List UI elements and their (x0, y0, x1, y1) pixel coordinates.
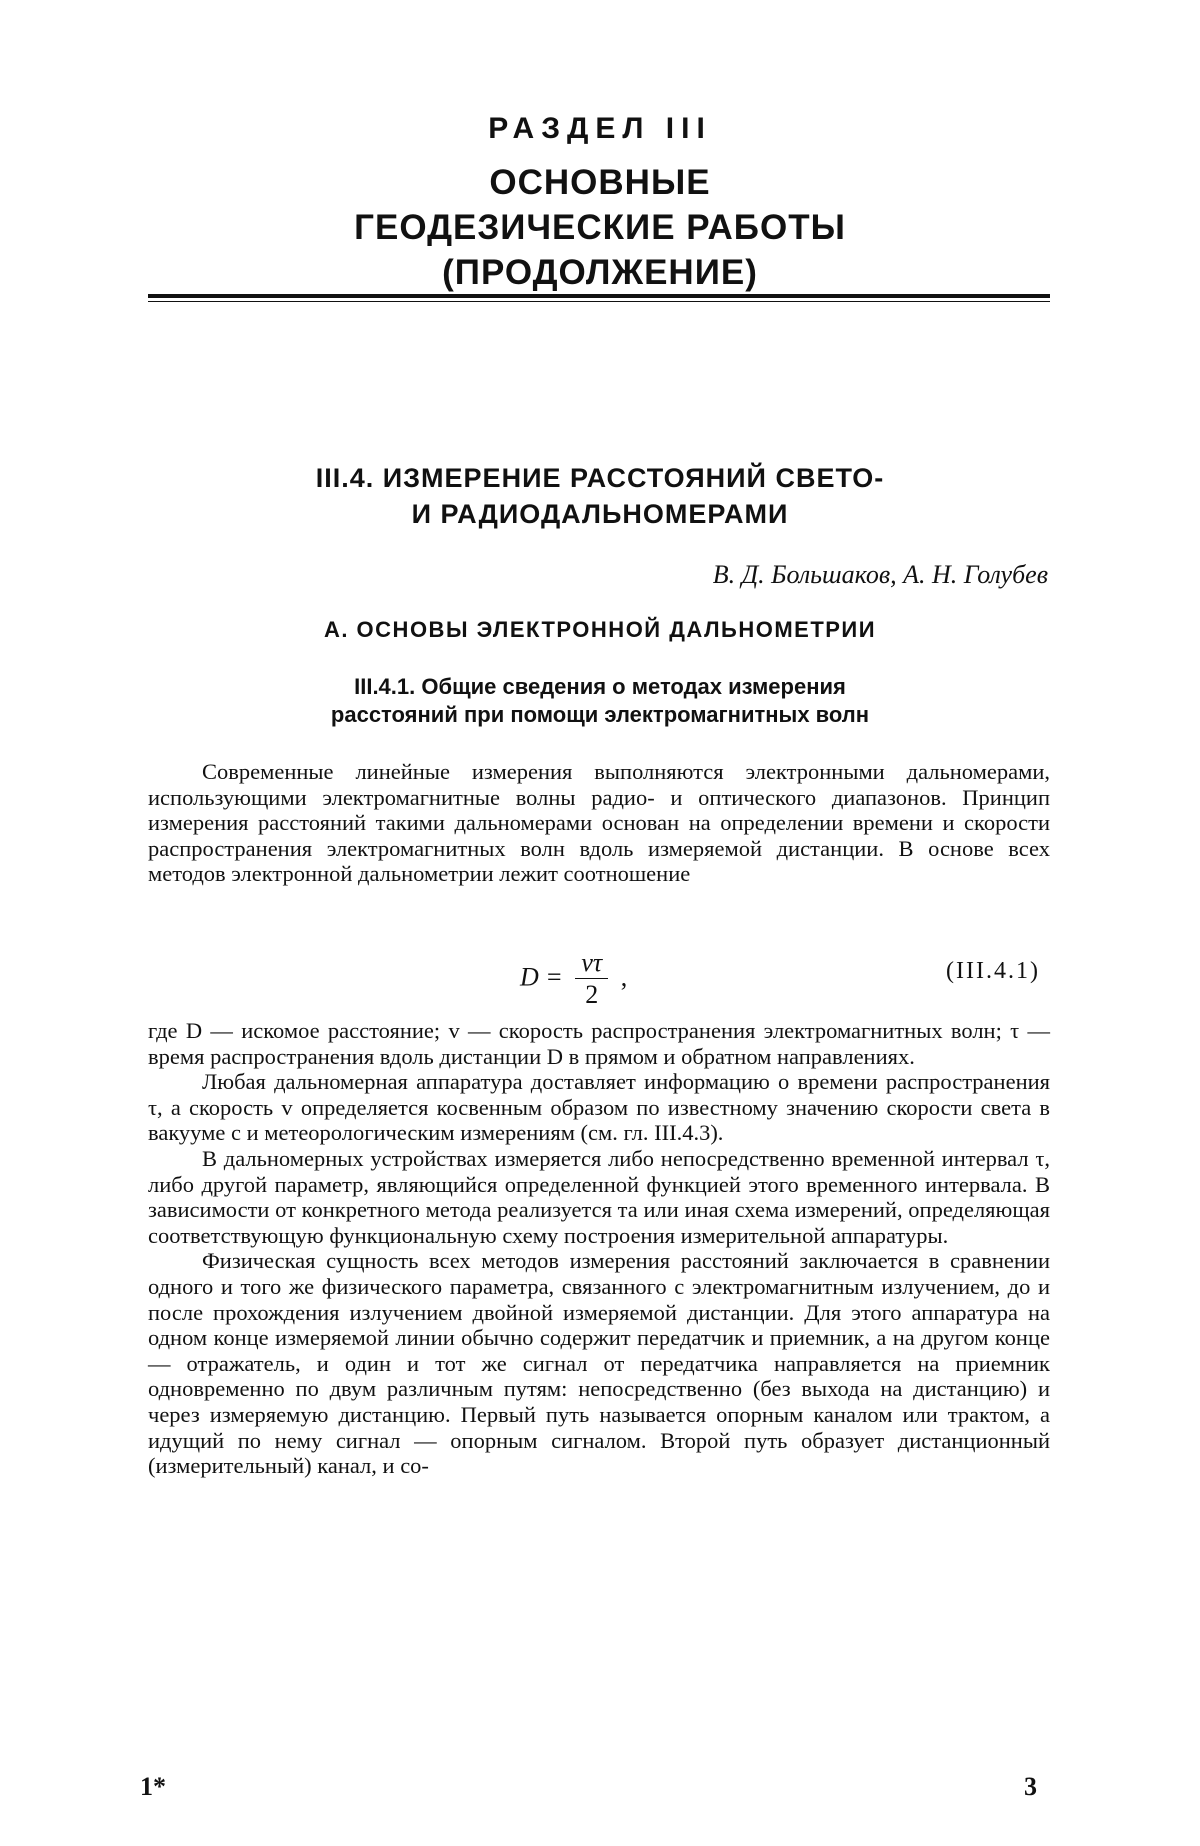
formula-trail: , (620, 962, 628, 992)
section-title (0, 160, 1200, 295)
body-text-main (148, 1018, 1050, 1479)
signature-mark: 1* (140, 1772, 166, 1801)
paragraph-title-line: расстояний при помощи электромагнитных волн (330, 702, 870, 727)
body-paragraph: Любая дальномерная аппаратура доставляет информацию о времени распространения τ, а скорость v определяется косвенным образом по известному значению скорости света в вакууме c и метеорологическим измерениям (см. гл. III.4.3). (148, 1069, 1050, 1146)
body-paragraph: где D — искомое расстояние; v — скорость распространения электромагнитных волн; τ — время распространения вдоль дистанции D в прямом и обратном направлениях. (148, 1018, 1050, 1069)
subsection-title: А. ОСНОВЫ ЭЛЕКТРОННОЙ ДАЛЬНОМЕТРИИ (323, 617, 877, 642)
formula-fraction (575, 948, 608, 1011)
body-paragraph: В дальномерных устройствах измеряется либо непосредственно временной интервал τ, либо другой параметр, являющийся определенной функцией этого временного интервала. В зависимости от конкретного метода реализуется та или иная схема измерений, определяющая соответствующую функциональную схему построения измерительной аппаратуры. (148, 1145, 1050, 1248)
paragraph-title (0, 673, 1200, 729)
formula (520, 948, 627, 1011)
formula-numerator: vτ (575, 948, 608, 979)
section-label: РАЗДЕЛ III (488, 112, 712, 145)
chapter-title-line: III.4. ИЗМЕРЕНИЕ РАССТОЯНИЙ СВЕТО- (315, 463, 885, 493)
body-paragraph: Физическая сущность всех методов измерения расстояний заключается в сравнении одного и того же физического параметра, связанного с электромагнитным излучением, до и после прохождения излучением двойной измеряемой дистанции. Для этого аппаратура на одном конце измеряемой линии обычно содержит передатчик и приемник, а на другом конце — отражатель, и один и тот же сигнал от передатчика направляется на приемник одновременно по двум различным путям: непосредственно (без выхода на дистанцию) и через измеряемую дистанцию. Первый путь называется опорным каналом или трактом, а идущий по нему сигнал — опорным сигналом. Второй путь образует дистанционный (измерительный) канал, и со- (148, 1248, 1050, 1479)
formula-lhs: D = (520, 962, 563, 992)
authors: В. Д. Большаков, А. Н. Голубев (712, 560, 1048, 589)
page-number: 3 (1024, 1772, 1037, 1801)
formula-denominator: 2 (585, 980, 599, 1009)
paragraph-title-line: III.4.1. Общие сведения о методах измерения (354, 674, 846, 699)
body-text-intro (148, 759, 1050, 887)
chapter-title (0, 460, 1200, 532)
body-paragraph: Современные линейные измерения выполняются электронными дальномерами, использующими электромагнитные волны радио- и оптического диапазонов. Принцип измерения расстояний такими дальномерами основан на определении времени и скорости распространения электромагнитных волн вдоль измеряемой дистанции. В основе всех методов электронной дальнометрии лежит соотношение (148, 759, 1050, 887)
formula-number: (III.4.1) (946, 958, 1040, 984)
title-rule-thick (148, 294, 1050, 298)
chapter-title-line: И РАДИОДАЛЬНОМЕРАМИ (411, 499, 789, 529)
section-title-line: ОСНОВНЫЕ (489, 163, 711, 202)
section-title-line: ГЕОДЕЗИЧЕСКИЕ РАБОТЫ (354, 208, 846, 247)
title-rule-thin (148, 301, 1050, 302)
section-title-line: (ПРОДОЛЖЕНИЕ) (442, 253, 758, 292)
